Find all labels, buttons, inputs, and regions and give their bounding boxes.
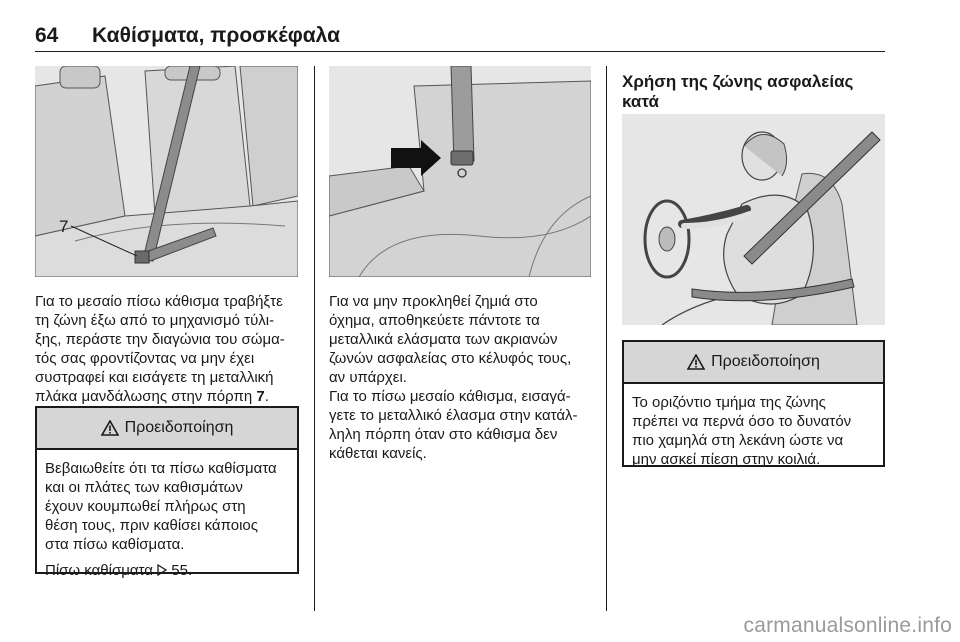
column-divider-right (606, 66, 607, 611)
pregnancy-seat-belt-illustration (622, 114, 885, 325)
rear-seat-belt-illustration (35, 66, 298, 277)
section-heading: Χρήση της ζώνης ασφαλείας κατά (622, 72, 854, 111)
warning-title: Προειδοποίηση (711, 353, 820, 370)
rear-seats-cross-reference[interactable]: Πίσω καθίσματα 55. (45, 562, 193, 579)
column-divider-left (314, 66, 315, 611)
warning-triangle-icon (101, 420, 119, 436)
header-rule (35, 51, 885, 52)
warning-triangle-icon (687, 354, 705, 370)
site-watermark: carmanualsonline.info (743, 614, 952, 637)
warning-header (624, 342, 883, 384)
warning-title: Προειδοποίηση (124, 419, 234, 436)
warning-header (37, 408, 297, 450)
middle-paragraph-1: Για να μην προκληθεί ζημιά στο όχημα, αποθηκεύετε πάντοτε τα μεταλλικά ελάσματα των ακριανών ζωνών ασφαλείας στο κέλυφός τους, αν υπάρχει. (329, 293, 572, 386)
page-title: Καθίσματα, προσκέφαλα (92, 24, 340, 47)
left-paragraph: Για το μεσαίο πίσω κάθισμα τραβήξτε τη ζώνη έξω από το μηχανισμό τύλι- ξης, περάστε την διαγώνια του σώμα- τός σας φροντίζοντας να μην έχει συστραφεί και εισάγετε τη μεταλλική πλάκα μανδάλωσης στην πόρπη 7. (35, 293, 285, 405)
middle-paragraph-2: Για το πίσω μεσαίο κάθισμα, εισαγά- γετε το μεταλλικό έλασμα στην κατάλ- ληλη πόρπη όταν στο κάθισμα δεν κάθεται κανείς. (329, 388, 578, 462)
left-warning-box (35, 406, 299, 579)
warning-body: Βεβαιωθείτε ότι τα πίσω καθίσματα και οι πλάτες των καθισμάτων έχουν κουμπωθεί πλήρως στη θέση τους, πριν καθίσει κάποιος στα πίσω καθίσματα. Πίσω καθίσματα 55. (37, 450, 297, 580)
page-header (35, 24, 885, 54)
warning-body: Το οριζόντιο τμήμα της ζώνης πρέπει να περνά όσο το δυνατόν πιο χαμηλά στη λεκάνη ώστε να μην ασκεί πίεση στην κοιλιά. (632, 394, 852, 468)
page-number: 64 (35, 24, 59, 47)
buckle-reference: 7 (256, 388, 265, 405)
belt-tongue-storage-illustration (329, 66, 591, 277)
right-warning-box (622, 340, 885, 467)
page-reference-arrow-icon (157, 564, 167, 576)
callout-7: 7 (59, 217, 69, 236)
